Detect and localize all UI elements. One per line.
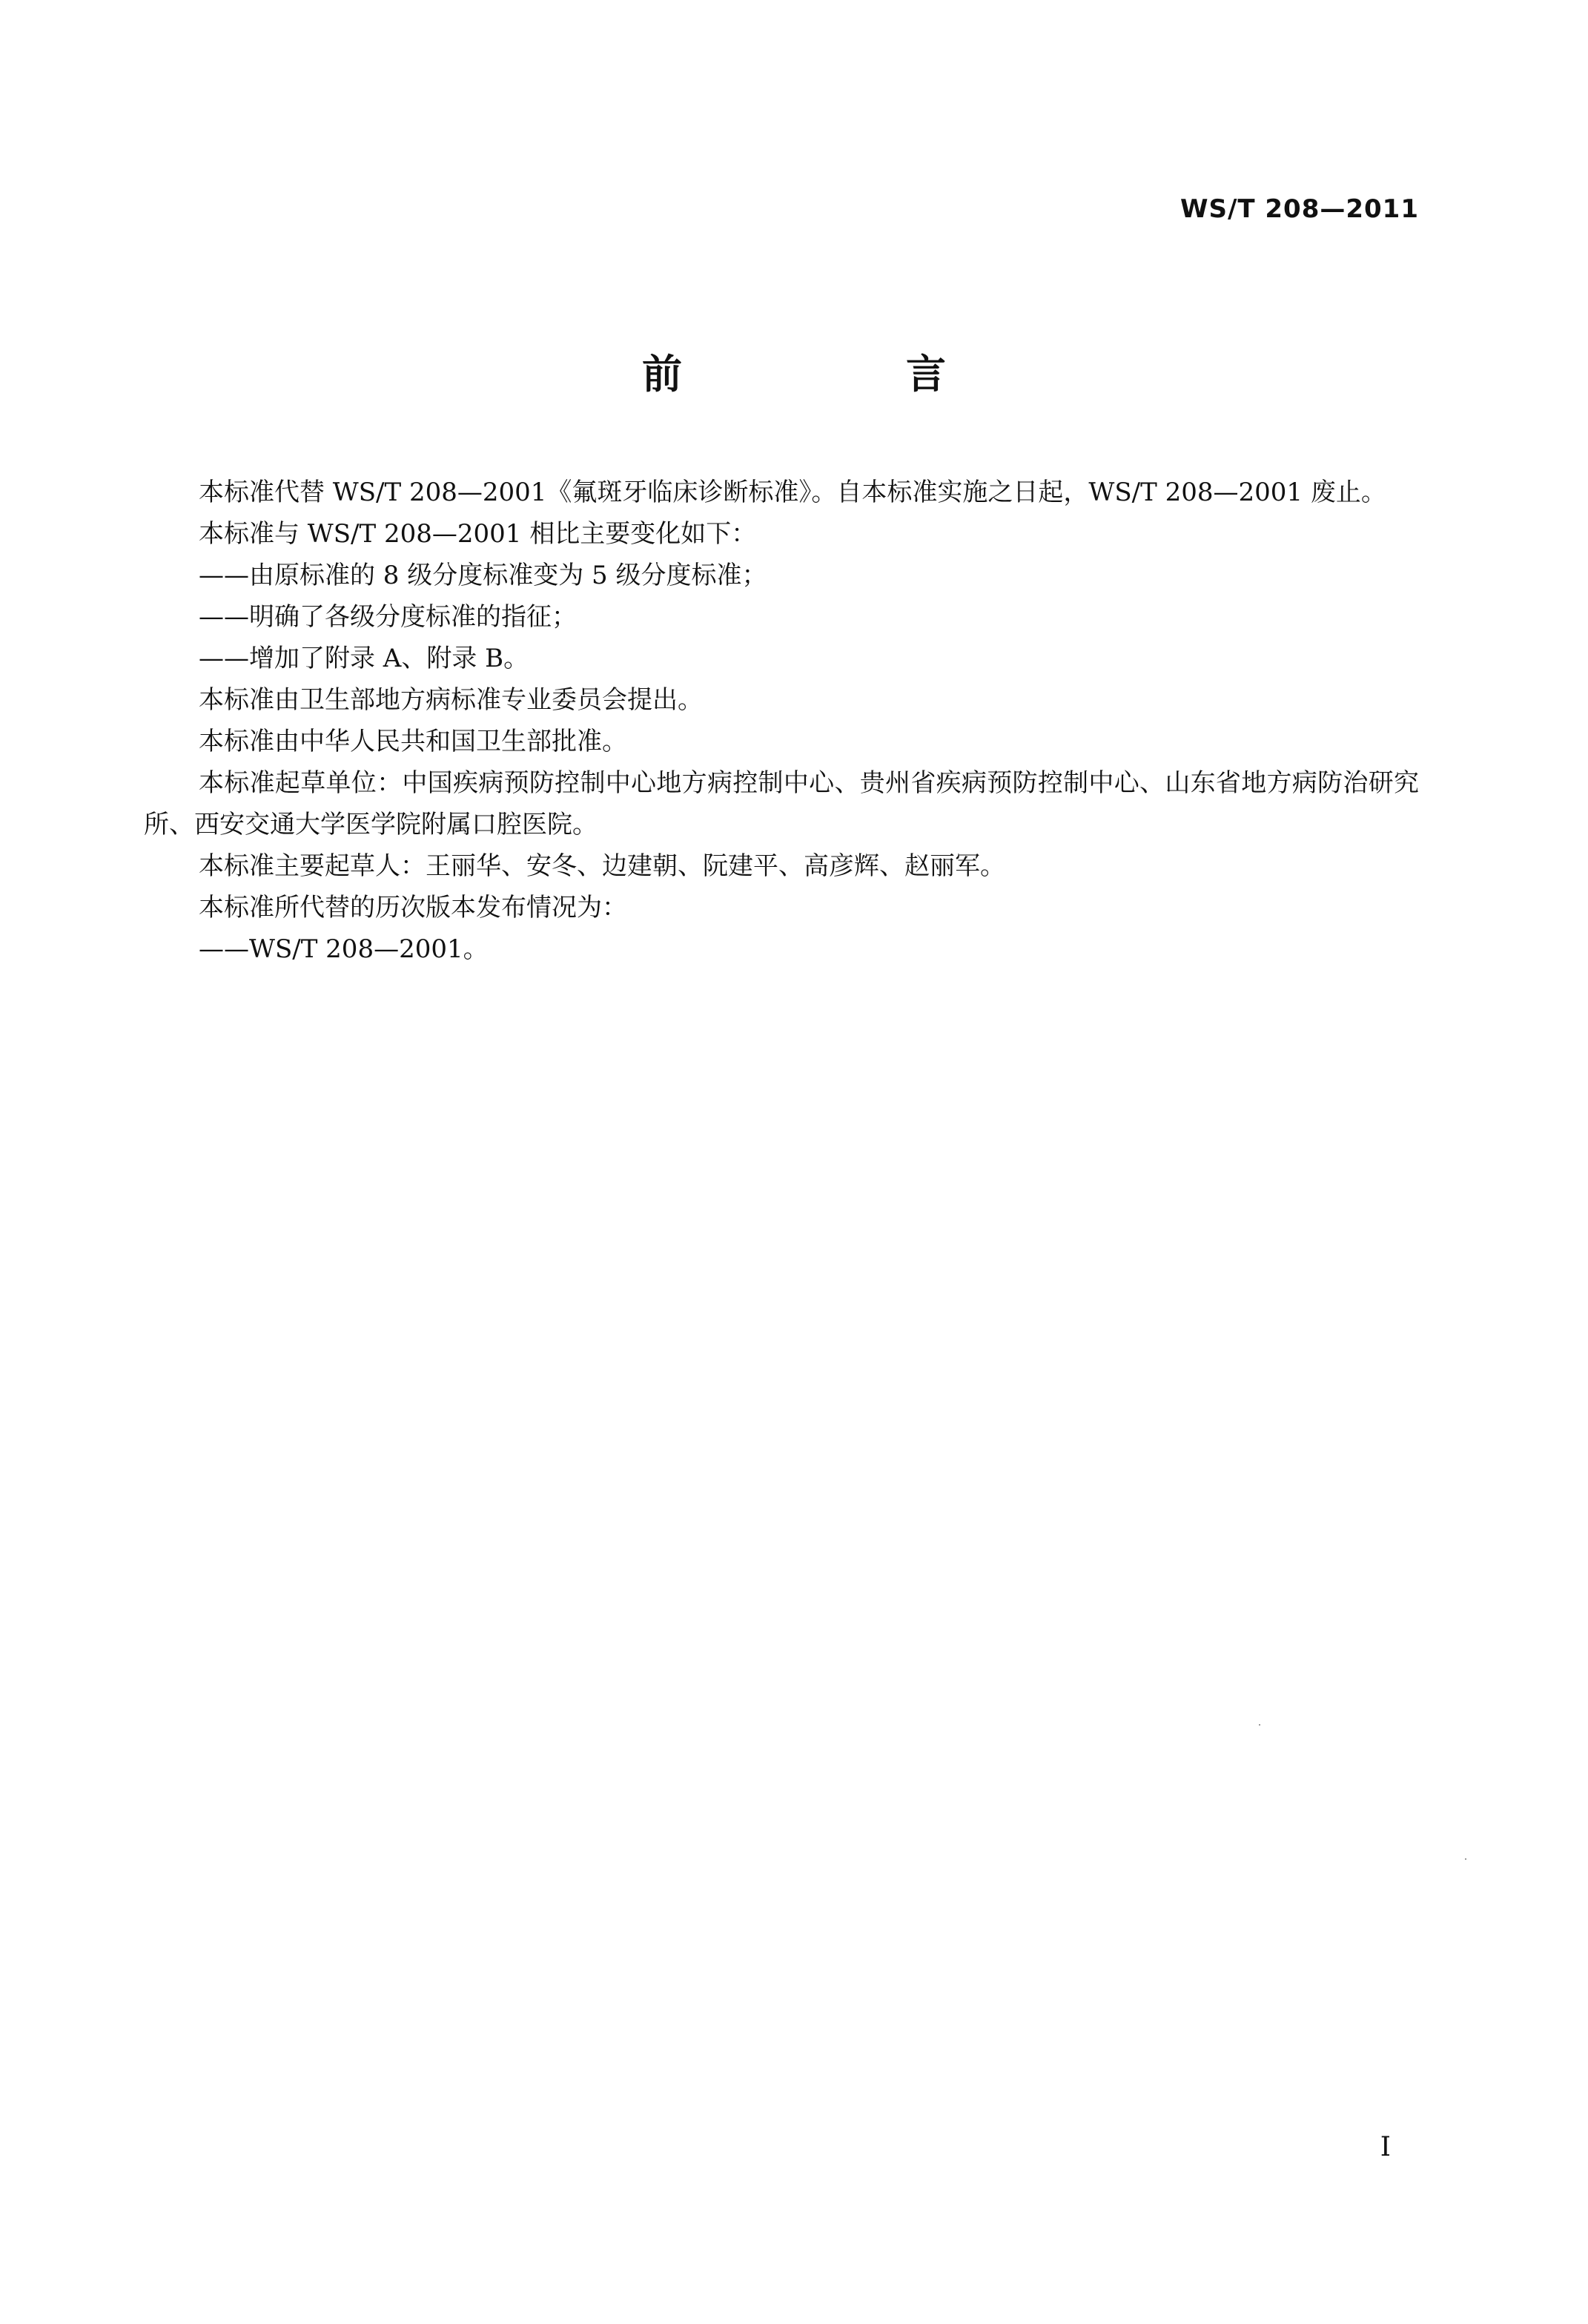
paragraph-replacement: 本标准代替 WS/T 208—2001《氟斑牙临床诊断标准》。自本标准实施之日起，WS/T 208—2001 废止。 (199, 478, 1386, 507)
list-item-appendices: ——增加了附录 A、附录 B。 (199, 644, 529, 673)
standard-code: WS/T 208—2011 (1180, 194, 1419, 224)
scan-speck (1259, 1724, 1260, 1726)
paragraph-drafters: 本标准主要起草人：王丽华、安冬、边建朝、阮建平、高彦辉、赵丽军。 (199, 851, 1005, 881)
paragraph-changes-intro: 本标准与 WS/T 208—2001 相比主要变化如下： (199, 519, 757, 549)
list-item-indications: ——明确了各级分度标准的指征； (199, 602, 577, 632)
paragraph-approver: 本标准由中华人民共和国卫生部批准。 (199, 727, 627, 756)
page-number: I (1380, 2132, 1391, 2162)
list-item-grading-change: ——由原标准的 8 级分度标准变为 5 级分度标准； (199, 561, 767, 590)
page-title: 前 言 (642, 351, 1038, 397)
scan-speck (1465, 1858, 1466, 1860)
list-item-previous-version: ——WS/T 208—2001。 (199, 934, 489, 964)
foreword-body (144, 472, 1419, 970)
paragraph-proposer: 本标准由卫生部地方病标准专业委员会提出。 (199, 685, 703, 715)
paragraph-previous-versions: 本标准所代替的历次版本发布情况为： (199, 893, 627, 922)
paragraph-drafting-units: 本标准起草单位：中国疾病预防控制中心地方病控制中心、贵州省疾病预防控制中心、山东省地方病防治研究所、西安交通大学医学院附属口腔医院。 (144, 768, 1419, 839)
